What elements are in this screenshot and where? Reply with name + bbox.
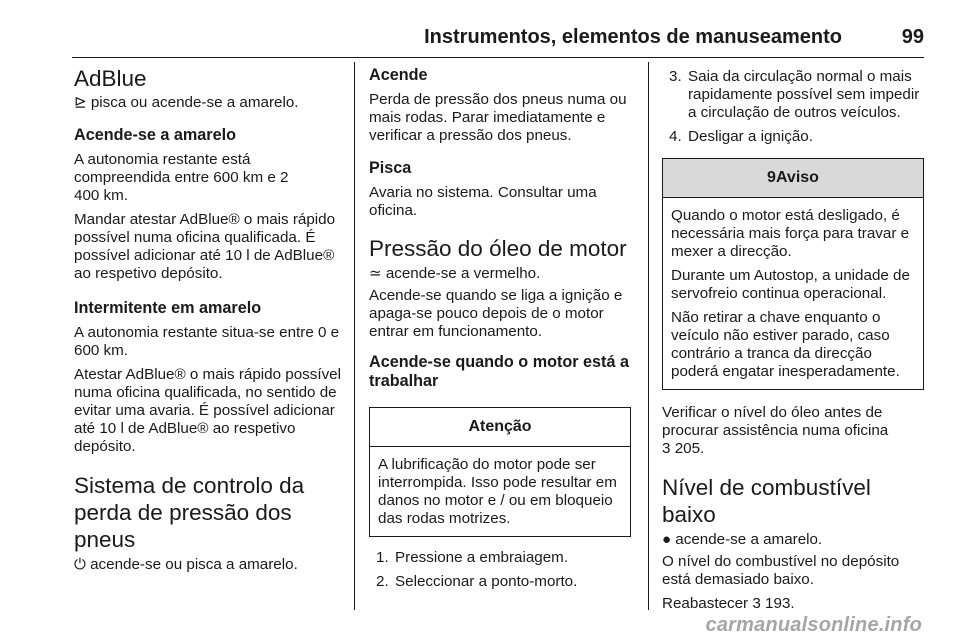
page-ref-arrow-icon: 3	[752, 595, 761, 612]
intermitente-heading: Intermitente em amarelo	[74, 299, 262, 317]
adblue-intro-text: pisca ou acende-se a amarelo.	[90, 94, 299, 111]
amarelo-paragraph-1: A autonomia restante está compreendida entre 600 km e 2 400 km.	[74, 151, 289, 204]
adblue-icon: ⊵	[74, 94, 87, 111]
warning-paragraph-2: Durante um Autostop, a unidade de servofreio continua operacional.	[671, 267, 910, 302]
acende-heading: Acende	[369, 66, 428, 84]
page-ref-205[interactable]: 205.	[674, 440, 705, 457]
fuel-intro-text: acende-se a amarelo.	[675, 531, 823, 548]
page-header	[0, 0, 960, 58]
fuel-title: Nível de combustível baixo	[662, 475, 871, 527]
warning-paragraph-1: Quando o motor está desligado, é necessária mais força para travar e mexer a direcção.	[671, 207, 910, 260]
steps-list-2	[662, 68, 926, 146]
column-2	[369, 64, 633, 591]
step-item-1: 1. Pressione a embraiagem.	[376, 549, 569, 566]
tpms-intro	[74, 556, 346, 574]
fuel-indicator-icon: ●	[662, 531, 672, 548]
warning-header	[663, 159, 923, 198]
step-item-4: 4. Desligar a ignição.	[669, 128, 813, 145]
intermitente-paragraph-2: Atestar AdBlue® o mais rápido possível numa oficina qualificada, no sentido de evitar uma avaria. É possível adicionar até 10 l de AdBlue® ao respetivo depósito.	[74, 366, 341, 455]
step-item-2: 2. Seleccionar a ponto-morto.	[376, 573, 578, 590]
oil-title: Pressão do óleo de motor	[369, 236, 627, 261]
warning-title: Aviso	[775, 169, 819, 186]
intermitente-paragraph-1: A autonomia restante situa-se entre 0 e 600 km.	[74, 324, 340, 359]
attention-title: Atenção	[370, 408, 630, 447]
check-oil-paragraph: Verificar o nível do óleo antes de procurar assistência numa oficina 3 205.	[662, 404, 889, 457]
watermark: carmanualsonline.info	[705, 614, 922, 636]
column-divider-1	[354, 62, 355, 610]
warning-triangle-icon: 9	[767, 169, 776, 186]
fuel-intro	[662, 531, 926, 549]
warning-body	[663, 198, 923, 389]
step-item-3: 3. Saia da circulação normal o mais rapidamente possível sem impedir a circulação de outros veículos.	[669, 68, 920, 121]
pisca-paragraph: Avaria no sistema. Consultar uma oficina.	[369, 184, 597, 219]
attention-box	[369, 407, 631, 537]
acende-paragraph: Perda de pressão dos pneus numa ou mais rodas. Parar imediatamente e verificar a pressão dos pneus.	[369, 91, 627, 144]
warning-paragraph-3: Não retirar a chave enquanto o veículo não estiver parado, caso contrário a tranca da direcção poderá engatar inesperadamente.	[671, 309, 900, 380]
oil-can-icon: ≃	[369, 265, 382, 282]
tpms-intro-text: acende-se ou pisca a amarelo.	[90, 556, 298, 573]
column-3	[662, 64, 926, 613]
refuel-line: Reabastecer 3 193.	[662, 595, 795, 612]
adblue-intro	[74, 94, 346, 112]
oil-intro	[369, 265, 633, 283]
steps-list-1	[369, 549, 633, 591]
page-ref-arrow-icon: 3	[662, 440, 671, 457]
column-1	[74, 64, 346, 574]
fuel-paragraph: O nível do combustível no depósito está demasiado baixo.	[662, 553, 900, 588]
header-rule	[72, 57, 924, 58]
amarelo-heading: Acende-se a amarelo	[74, 126, 236, 144]
adblue-title: AdBlue	[74, 66, 147, 91]
amarelo-paragraph-2: Mandar atestar AdBlue® o mais rápido possível numa oficina qualificada. É possível adicionar até 10 l de AdBlue® ao respetivo depósito.	[74, 211, 336, 282]
warning-box	[662, 158, 924, 390]
column-divider-2	[648, 62, 649, 610]
header-title: Instrumentos, elementos de manuseamento	[424, 26, 842, 48]
tpms-title: Sistema de controlo da perda de pressão dos pneus	[74, 473, 305, 552]
working-heading: Acende-se quando o motor está a trabalhar	[369, 353, 629, 390]
oil-intro-text: acende-se a vermelho.	[385, 265, 541, 282]
tire-pressure-icon: ⏻	[74, 556, 86, 573]
page-ref-193[interactable]: 193.	[765, 595, 795, 612]
pisca-heading: Pisca	[369, 159, 412, 177]
page-number: 99	[901, 26, 924, 48]
oil-paragraph: Acende-se quando se liga a ignição e apaga-se pouco depois de o motor entrar em funcionamento.	[369, 287, 623, 340]
attention-body: A lubrificação do motor pode ser interrompida. Isso pode resultar em danos no motor e / ou em bloqueio das rodas motrizes.	[378, 456, 617, 527]
